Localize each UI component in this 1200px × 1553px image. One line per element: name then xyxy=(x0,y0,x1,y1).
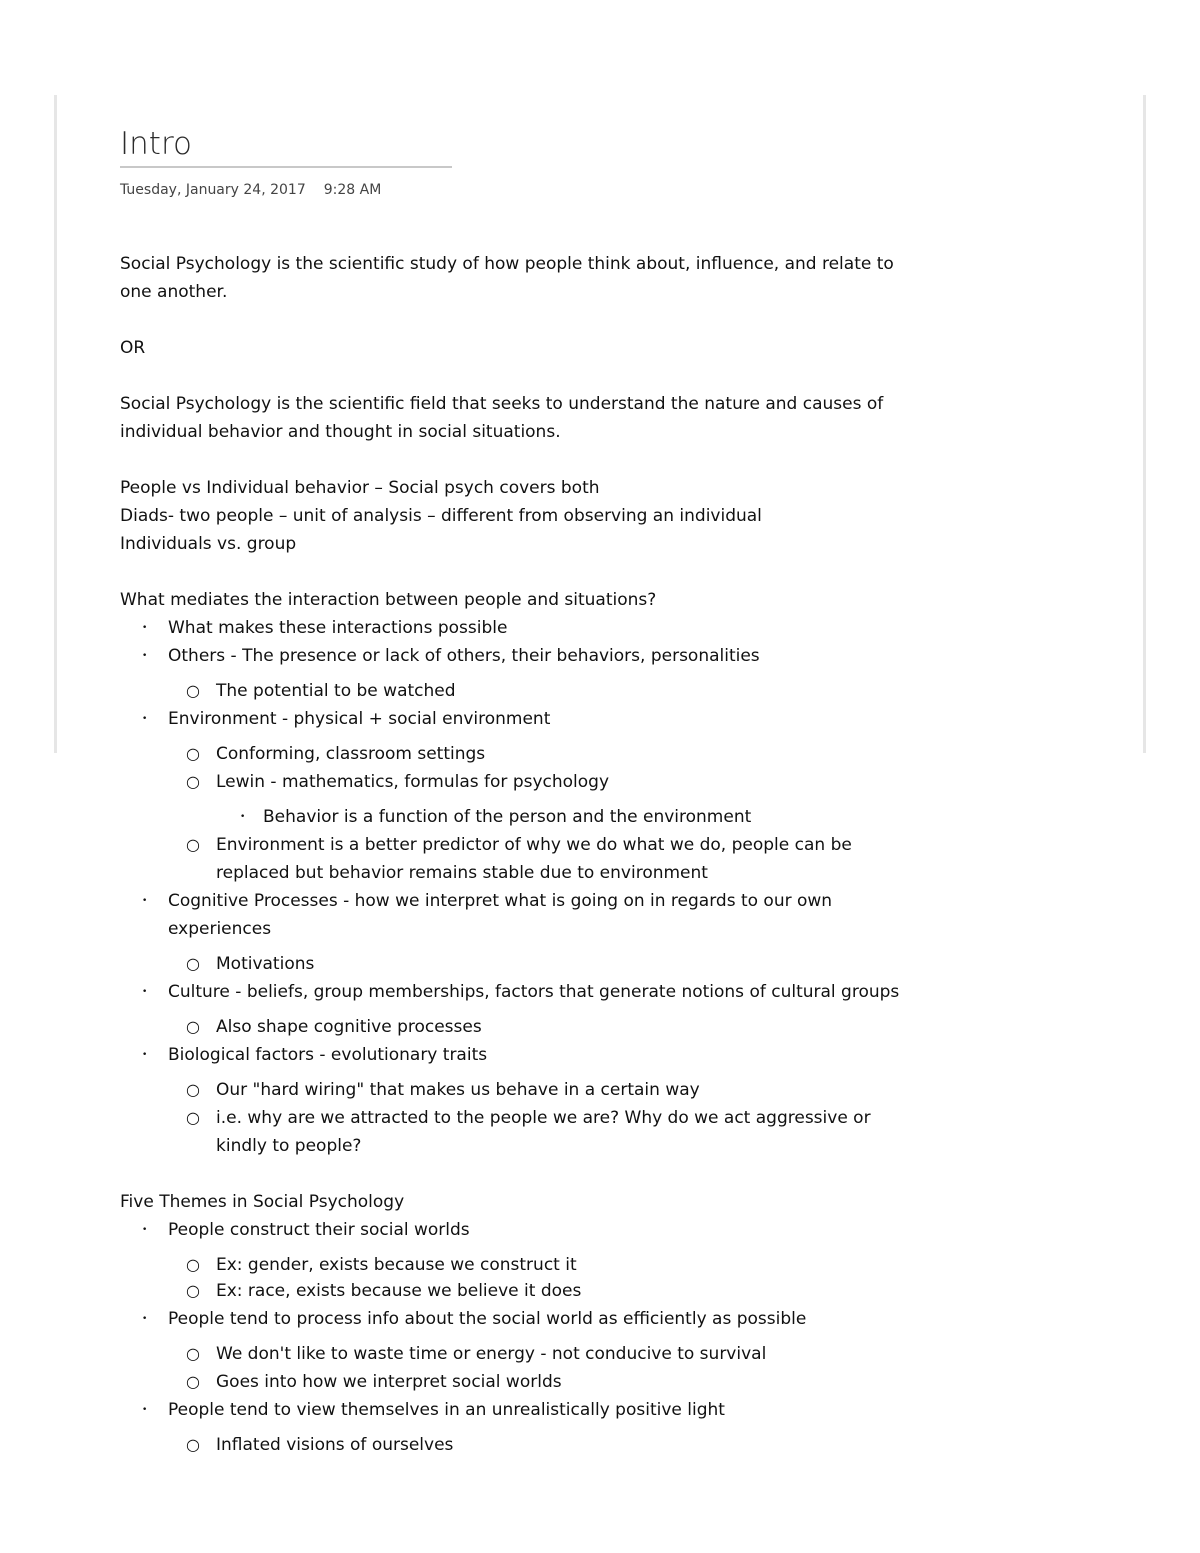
circle-bullet-icon: ○ xyxy=(186,681,200,700)
list-item: ○ Our "hard wiring" that makes us behave in a certain way xyxy=(120,1076,910,1104)
list-item: • Biological factors - evolutionary traits xyxy=(120,1041,910,1069)
page-right-edge xyxy=(1143,95,1146,753)
bullet-icon: • xyxy=(142,651,148,661)
list-item: ○ Ex: gender, exists because we construct it xyxy=(120,1251,910,1279)
paragraph-definition-1: Social Psychology is the scientific study of how people think about, influence, and relate to one another. xyxy=(120,254,894,302)
bullet-icon: • xyxy=(240,812,246,822)
bullet-icon: • xyxy=(142,714,148,724)
section-question: What mediates the interaction between people and situations? xyxy=(120,590,657,610)
bullet-icon: • xyxy=(142,623,148,633)
page-left-edge xyxy=(54,95,57,753)
circle-bullet-icon: ○ xyxy=(186,744,200,763)
circle-bullet-icon: ○ xyxy=(186,1255,200,1274)
circle-bullet-icon: ○ xyxy=(186,1435,200,1454)
section-heading: Five Themes in Social Psychology xyxy=(120,1192,405,1212)
note-time: 9:28 AM xyxy=(323,182,382,198)
list-item: • Environment - physical + social environment xyxy=(120,705,910,733)
text-line: Diads- two people – unit of analysis – different from observing an individual xyxy=(120,506,762,526)
list-item: ○ Goes into how we interpret social worlds xyxy=(120,1368,910,1396)
circle-bullet-icon: ○ xyxy=(186,1017,200,1036)
list-item: ○ Ex: race, exists because we believe it does xyxy=(120,1277,910,1305)
list-item: ○ Lewin - mathematics, formulas for psychology xyxy=(120,768,910,796)
paragraph-or: OR xyxy=(120,338,146,358)
list-item: ○ i.e. why are we attracted to the people we are? Why do we act aggressive or kindly to people? xyxy=(120,1104,910,1160)
circle-bullet-icon: ○ xyxy=(186,1281,200,1300)
list-item: • People construct their social worlds xyxy=(120,1216,910,1244)
note-date: Tuesday, January 24, 2017 xyxy=(120,182,306,198)
list-item: • Others - The presence or lack of others, their behaviors, personalities xyxy=(120,642,910,670)
bullet-icon: • xyxy=(142,896,148,906)
circle-bullet-icon: ○ xyxy=(186,835,200,854)
circle-bullet-icon: ○ xyxy=(186,1080,200,1099)
bullet-icon: • xyxy=(142,1050,148,1060)
text-line: People vs Individual behavior – Social psych covers both xyxy=(120,478,600,498)
circle-bullet-icon: ○ xyxy=(186,1108,200,1127)
list-item: ○ Inflated visions of ourselves xyxy=(120,1431,910,1459)
list-item: ○ The potential to be watched xyxy=(120,677,910,705)
list-item: • What makes these interactions possible xyxy=(120,614,910,642)
circle-bullet-icon: ○ xyxy=(186,1344,200,1363)
note-body xyxy=(120,250,910,1459)
list-item: • People tend to view themselves in an unrealistically positive light xyxy=(120,1396,910,1424)
list-item: ○ Environment is a better predictor of why we do what we do, people can be replaced but behavior remains stable due to environment xyxy=(120,831,910,887)
list-item: ○ We don't like to waste time or energy - not conducive to survival xyxy=(120,1340,910,1368)
title-underline xyxy=(120,166,452,168)
note-timestamp xyxy=(120,180,381,200)
list-item: ○ Motivations xyxy=(120,950,910,978)
paragraph-definition-2: Social Psychology is the scientific field that seeks to understand the nature and causes of individual behavior and thought in social situations. xyxy=(120,394,884,442)
page-title: Intro xyxy=(120,126,192,162)
circle-bullet-icon: ○ xyxy=(186,772,200,791)
list-item: ○ Also shape cognitive processes xyxy=(120,1013,910,1041)
bullet-icon: • xyxy=(142,1405,148,1415)
list-item: • People tend to process info about the social world as efficiently as possible xyxy=(120,1305,910,1333)
bullet-icon: • xyxy=(142,1225,148,1235)
list-item: ○ Conforming, classroom settings xyxy=(120,740,910,768)
list-item: • Culture - beliefs, group memberships, factors that generate notions of cultural groups xyxy=(120,978,910,1006)
text-line: Individuals vs. group xyxy=(120,534,297,554)
bullet-icon: • xyxy=(142,1314,148,1324)
list-item: • Cognitive Processes - how we interpret what is going on in regards to our own experiences xyxy=(120,887,910,943)
circle-bullet-icon: ○ xyxy=(186,954,200,973)
list-item: • Behavior is a function of the person and the environment xyxy=(120,803,910,831)
bullet-icon: • xyxy=(142,987,148,997)
circle-bullet-icon: ○ xyxy=(186,1372,200,1391)
